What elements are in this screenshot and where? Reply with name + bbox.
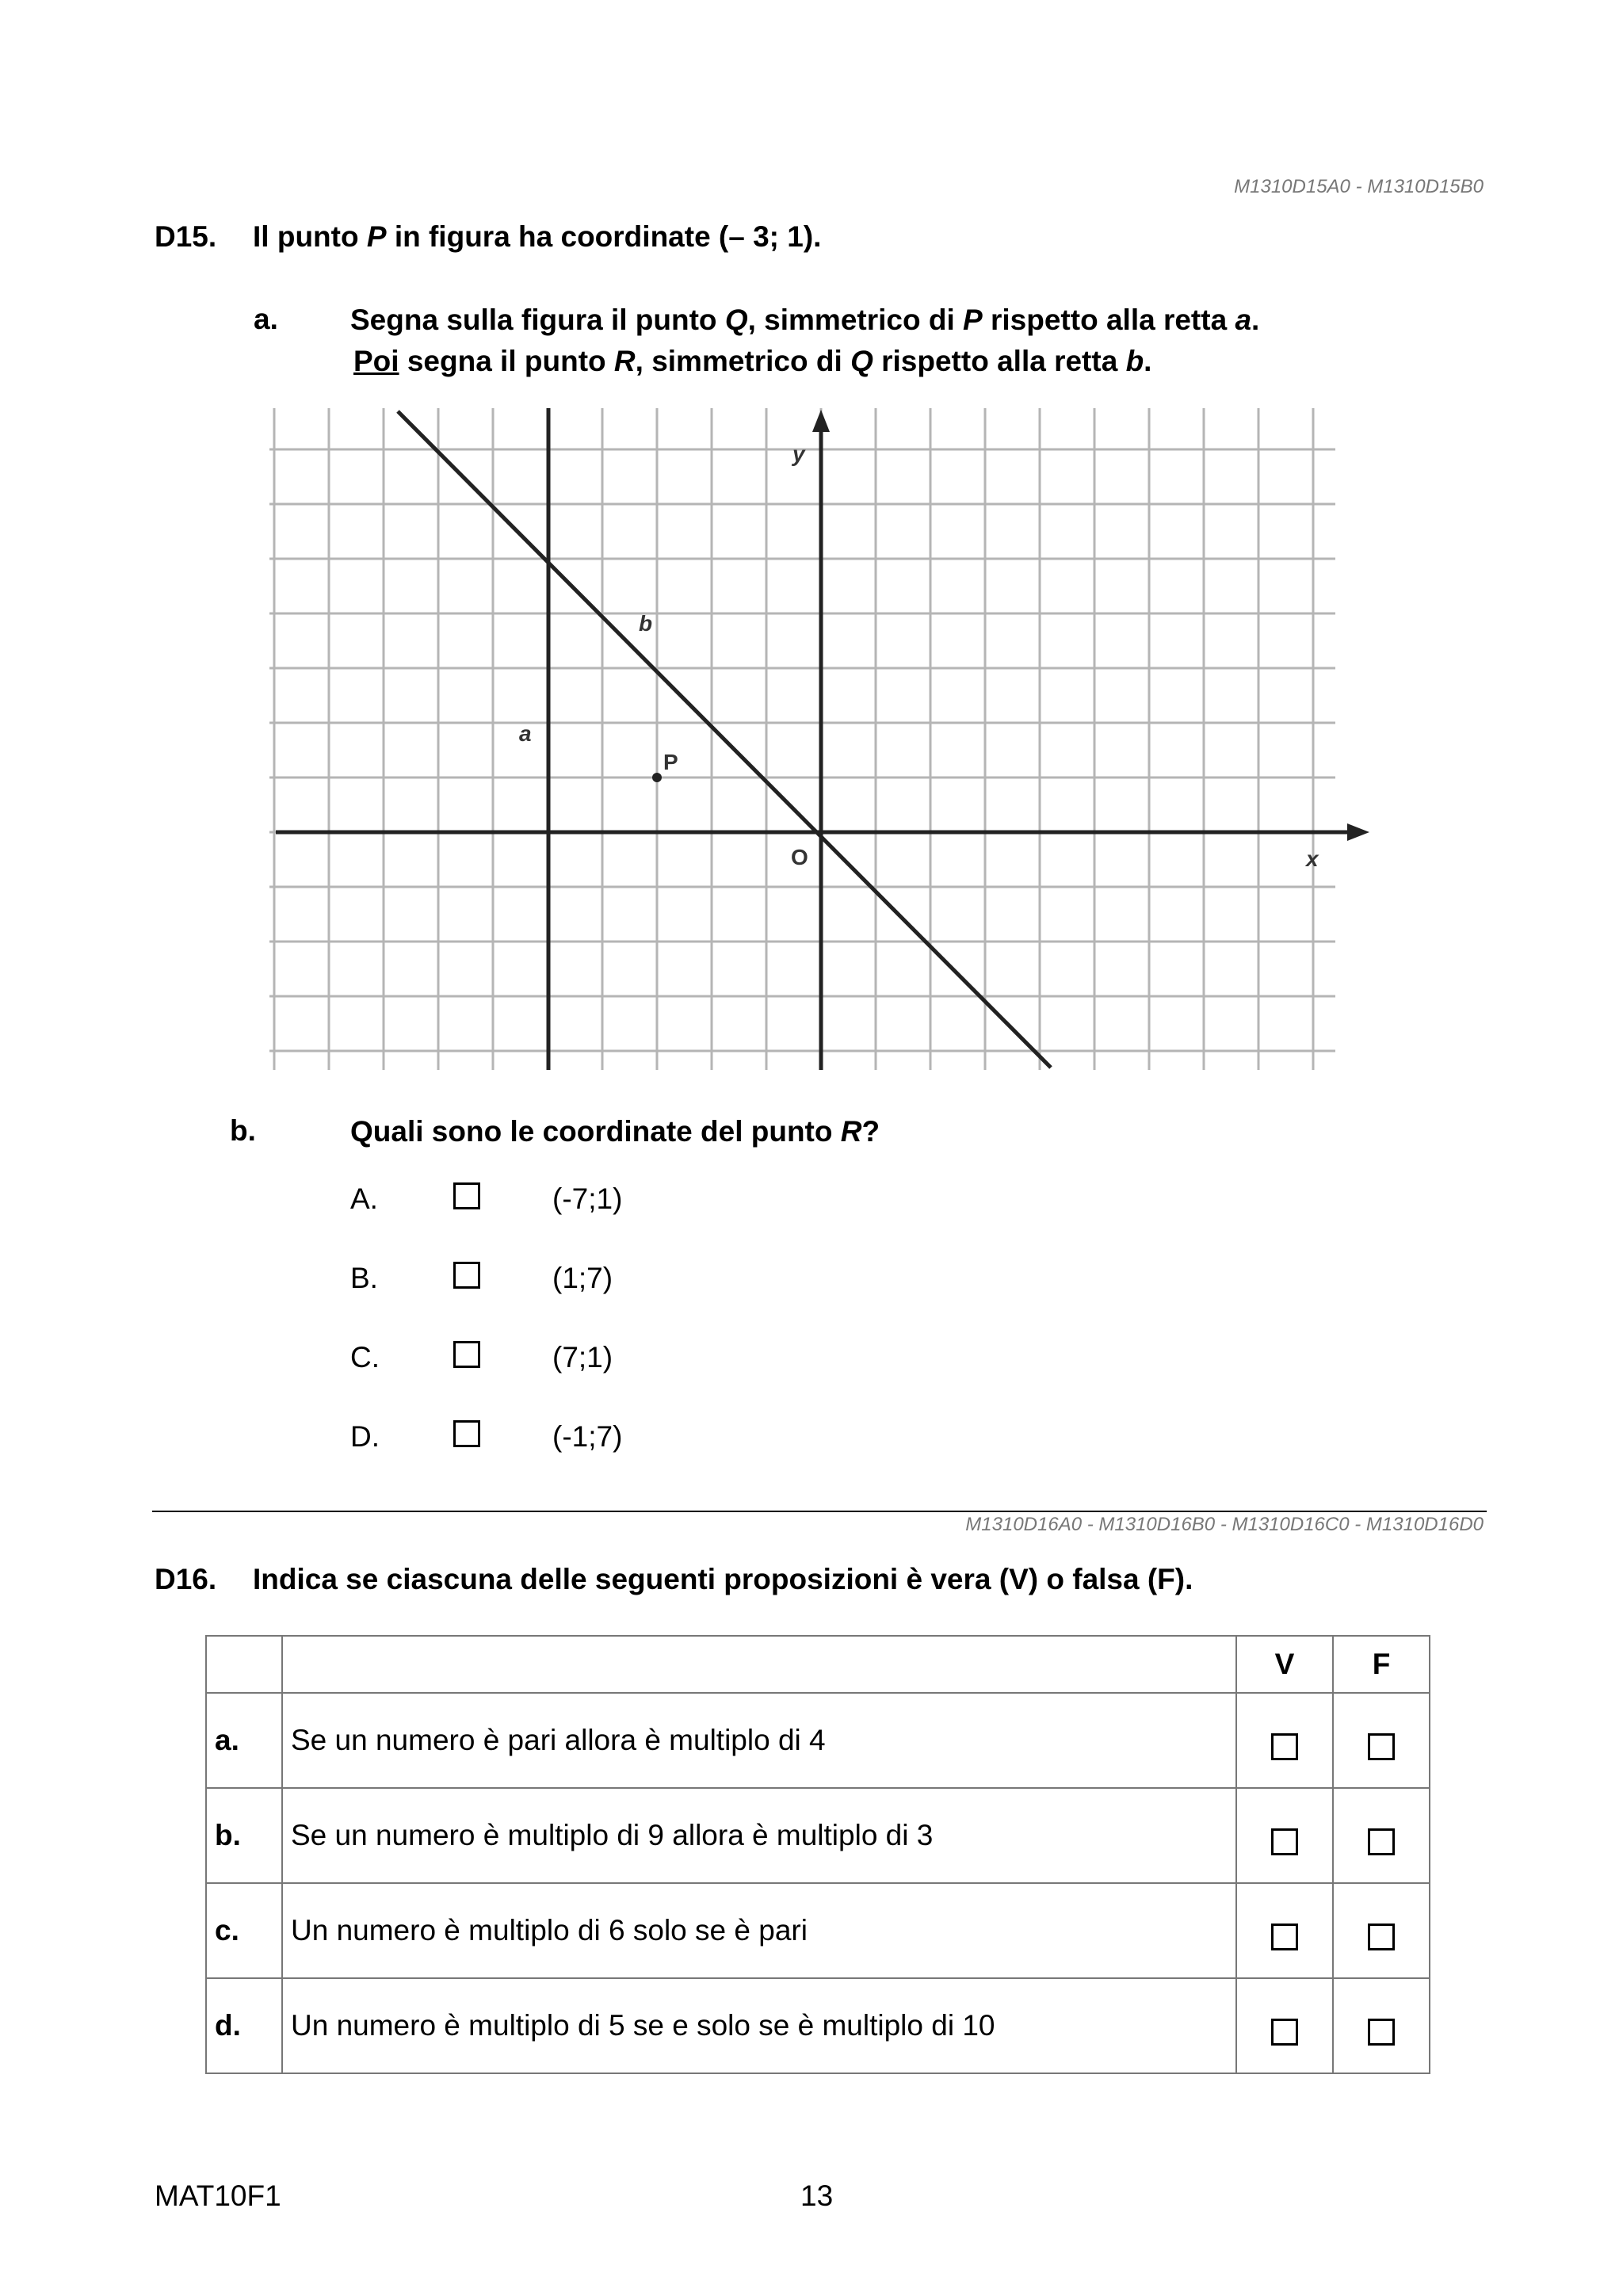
section-divider — [152, 1511, 1487, 1512]
true-checkbox[interactable] — [1271, 2019, 1298, 2046]
false-checkbox[interactable] — [1368, 2019, 1395, 2046]
part-b-question — [350, 1111, 880, 1152]
text: rispetto alla retta — [982, 304, 1235, 336]
true-checkbox[interactable] — [1271, 1828, 1298, 1855]
text: , simmetrico di — [747, 304, 964, 336]
row-letter: d. — [206, 1978, 282, 2073]
cell-true — [1236, 1788, 1333, 1883]
cell-false — [1333, 1978, 1430, 2073]
table-row — [206, 1883, 1430, 1978]
question-number-d15: D15. — [155, 220, 217, 253]
text: Segna sulla figura il punto — [350, 304, 725, 336]
grid-lines — [269, 408, 1335, 1070]
text: , simmetrico di — [635, 345, 851, 377]
table-row — [206, 1693, 1430, 1788]
footer-doc-code: MAT10F1 — [155, 2179, 281, 2212]
text: rispetto alla retta — [873, 345, 1126, 377]
text: a — [1235, 304, 1252, 336]
cell-true — [1236, 1978, 1333, 2073]
part-letter-b: b. — [230, 1114, 256, 1147]
text: Q — [724, 304, 748, 336]
label-origin: O — [791, 845, 808, 869]
text: Q — [850, 345, 873, 377]
option-checkbox[interactable] — [453, 1341, 480, 1368]
option-value: (7;1) — [552, 1341, 613, 1373]
option-letter: B. — [350, 1262, 378, 1294]
header-false: F — [1333, 1636, 1430, 1693]
point-label-P: P — [366, 220, 387, 253]
cell-true — [1236, 1693, 1333, 1788]
part-letter-a: a. — [254, 303, 278, 335]
option-letter: D. — [350, 1420, 380, 1453]
x-axis-arrow-icon — [1347, 823, 1369, 841]
text: Quali sono le coordinate del punto — [350, 1115, 841, 1148]
instruction-line-1 — [350, 300, 1381, 341]
label-P: P — [663, 750, 678, 774]
row-letter: b. — [206, 1788, 282, 1883]
option-letter: C. — [350, 1341, 380, 1373]
text: Poi — [353, 345, 399, 377]
label-x: x — [1306, 846, 1319, 871]
text: R — [840, 1115, 862, 1148]
text: b — [1125, 345, 1144, 377]
label-a: a — [519, 721, 532, 746]
cell-false — [1333, 1693, 1430, 1788]
text: segna il punto — [399, 345, 614, 377]
stem-text: Il punto — [253, 220, 367, 253]
true-checkbox[interactable] — [1271, 1924, 1298, 1950]
text: ? — [861, 1115, 880, 1148]
stem-text: in figura ha coordinate (– 3; 1). — [386, 220, 822, 253]
false-checkbox[interactable] — [1368, 1924, 1395, 1950]
header-empty-statement — [282, 1636, 1236, 1693]
cell-true — [1236, 1883, 1333, 1978]
question-number-d16: D16. — [155, 1563, 217, 1595]
table-header-row — [206, 1636, 1430, 1693]
true-false-table — [205, 1635, 1430, 2074]
option-checkbox[interactable] — [453, 1182, 480, 1209]
false-checkbox[interactable] — [1368, 1733, 1395, 1760]
table-row — [206, 1978, 1430, 2073]
item-code-d15: M1310D15A0 - M1310D15B0 — [1234, 176, 1484, 197]
true-checkbox[interactable] — [1271, 1733, 1298, 1760]
point-P — [652, 773, 662, 782]
part-a-instructions — [350, 300, 1381, 382]
text: R — [613, 345, 636, 377]
option-value: (-7;1) — [552, 1182, 623, 1215]
row-statement: Se un numero è multiplo di 9 allora è multiplo di 3 — [282, 1788, 1236, 1883]
question-stem-d15 — [253, 220, 821, 254]
option-value: (1;7) — [552, 1262, 613, 1294]
cartesian-figure[interactable] — [269, 408, 1371, 1070]
option-letter: A. — [350, 1182, 378, 1215]
row-statement: Un numero è multiplo di 6 solo se è pari — [282, 1883, 1236, 1978]
false-checkbox[interactable] — [1368, 1828, 1395, 1855]
row-statement: Un numero è multiplo di 5 se e solo se è multiplo di 10 — [282, 1978, 1236, 2073]
y-axis-arrow-icon — [812, 410, 830, 432]
header-empty-letter — [206, 1636, 282, 1693]
footer-page-number: 13 — [800, 2179, 834, 2212]
header-true: V — [1236, 1636, 1333, 1693]
question-stem-d16: Indica se ciascuna delle seguenti proposizioni è vera (V) o falsa (F). — [253, 1563, 1193, 1595]
line-b — [398, 411, 1051, 1068]
text: . — [1251, 304, 1260, 336]
cell-false — [1333, 1788, 1430, 1883]
table-row — [206, 1788, 1430, 1883]
option-checkbox[interactable] — [453, 1420, 480, 1447]
instruction-line-2 — [350, 341, 1381, 382]
label-y: y — [792, 441, 805, 466]
item-code-d16: M1310D16A0 - M1310D16B0 - M1310D16C0 - M1310D16D0 — [965, 1514, 1484, 1535]
row-letter: a. — [206, 1693, 282, 1788]
row-statement: Se un numero è pari allora è multiplo di 4 — [282, 1693, 1236, 1788]
option-value: (-1;7) — [552, 1420, 623, 1453]
text: P — [963, 304, 983, 336]
option-checkbox[interactable] — [453, 1262, 480, 1289]
label-b: b — [639, 611, 653, 636]
cell-false — [1333, 1883, 1430, 1978]
row-letter: c. — [206, 1883, 282, 1978]
text: . — [1144, 345, 1152, 377]
